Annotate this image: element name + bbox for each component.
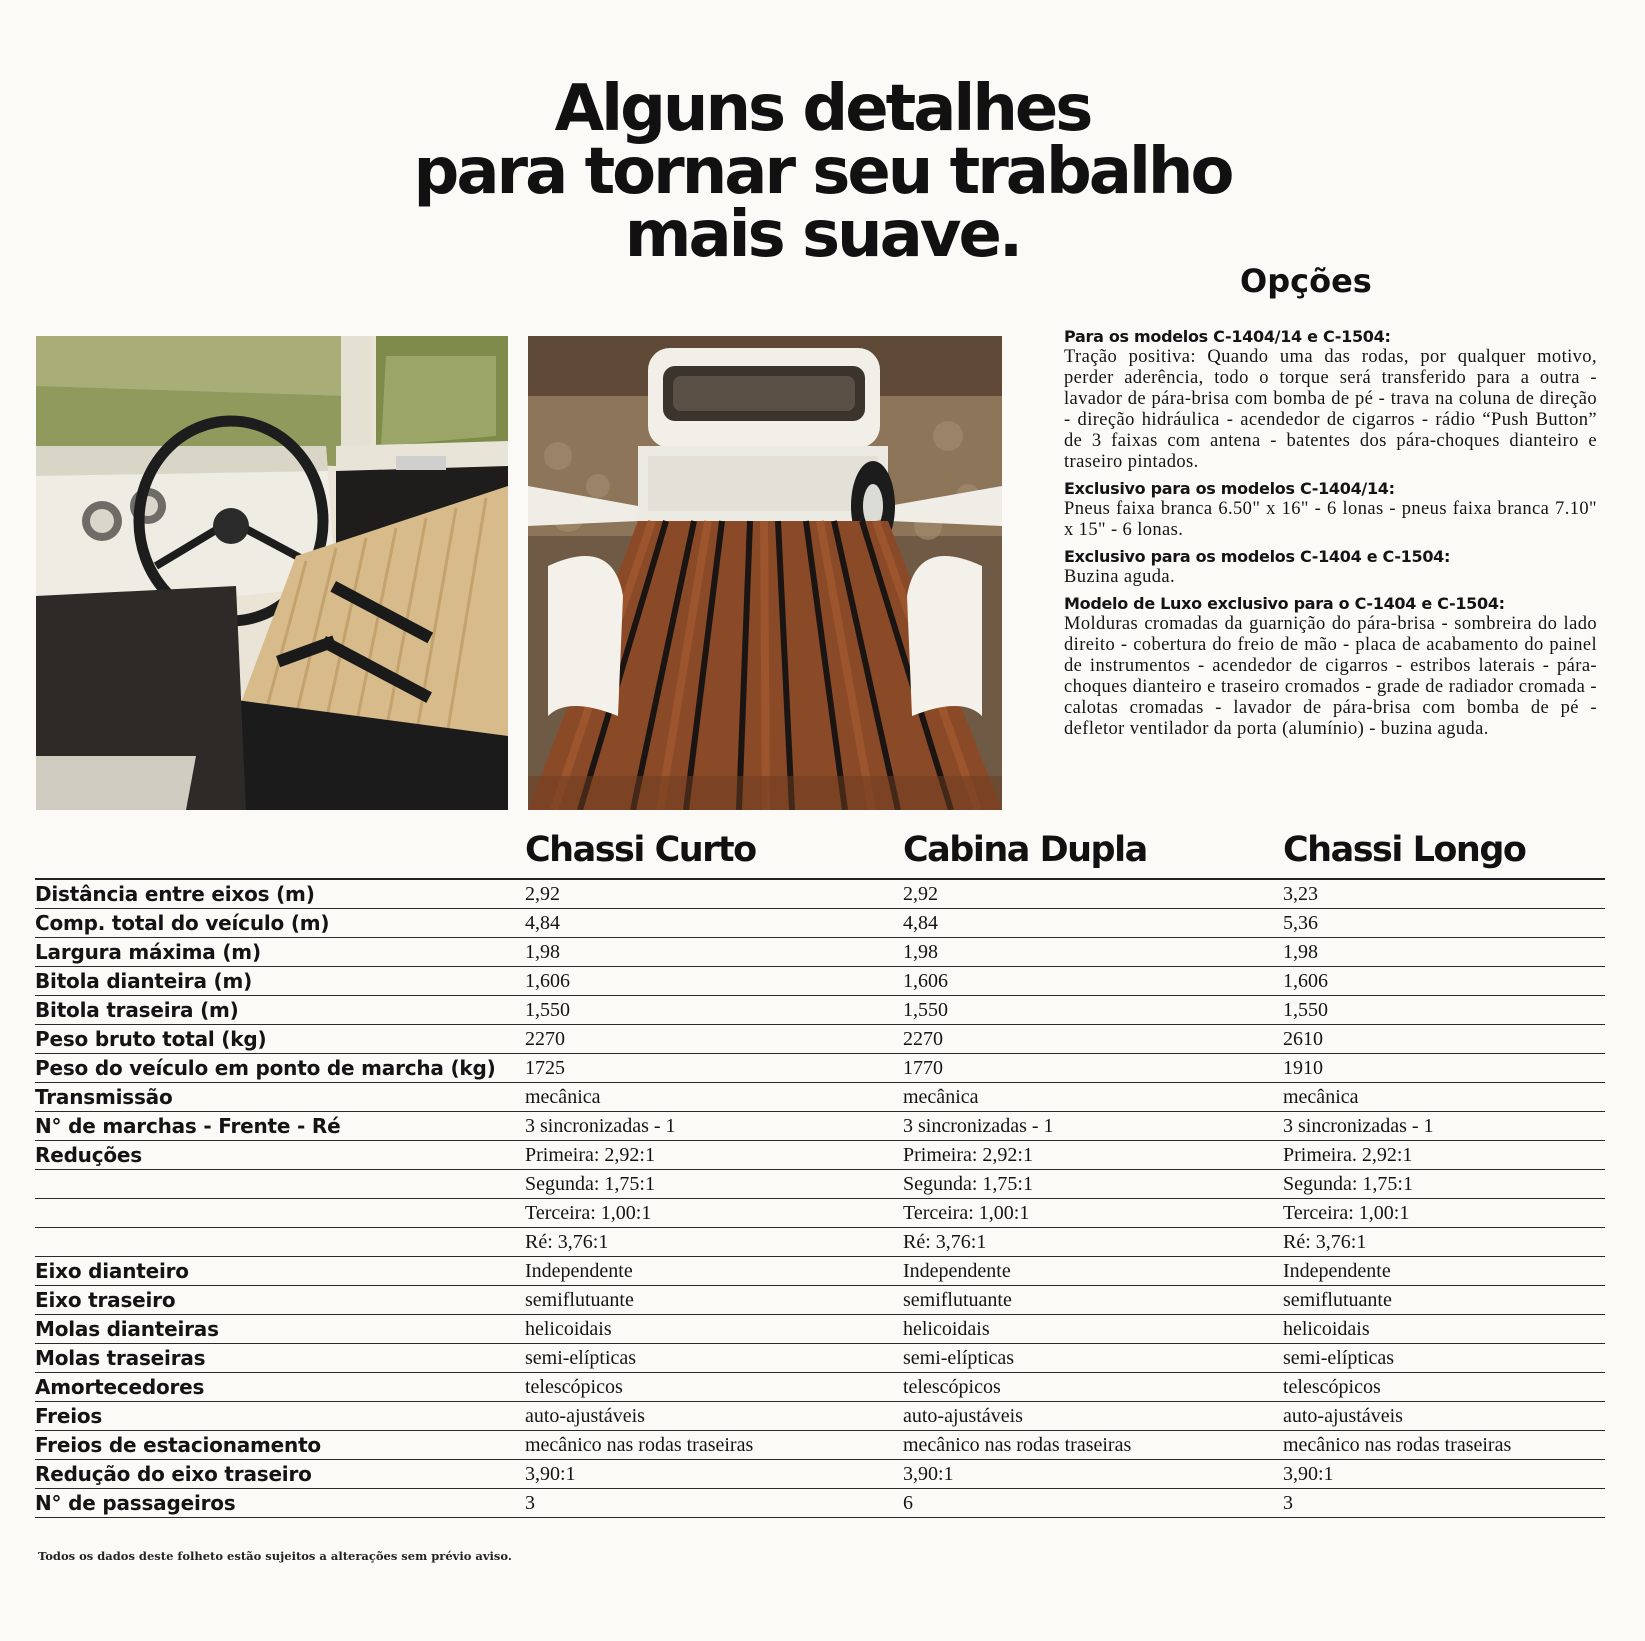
spec-value: Ré: 3,76:1	[903, 1228, 1283, 1257]
table-row	[35, 967, 1605, 996]
spec-label: Eixo traseiro	[35, 1286, 525, 1315]
options-list	[1064, 327, 1597, 746]
table-row	[35, 1170, 1605, 1199]
spec-value: Primeira: 2,92:1	[525, 1141, 903, 1170]
spec-label: Freios de estacionamento	[35, 1431, 525, 1460]
option-block	[1064, 594, 1597, 740]
spec-value: 1,98	[1283, 938, 1605, 967]
spec-label	[35, 1199, 525, 1228]
spec-value: telescópicos	[1283, 1373, 1605, 1402]
spec-label: N° de marchas - Frente - Ré	[35, 1112, 525, 1141]
table-row	[35, 1431, 1605, 1460]
spec-value: Independente	[1283, 1257, 1605, 1286]
spec-value: 2270	[525, 1025, 903, 1054]
spec-value: 1770	[903, 1054, 1283, 1083]
spec-value: mecânica	[903, 1083, 1283, 1112]
table-row	[35, 1344, 1605, 1373]
spec-value: 2270	[903, 1025, 1283, 1054]
spec-value: 1,550	[525, 996, 903, 1025]
spec-value: telescópicos	[525, 1373, 903, 1402]
spec-value: 1,606	[1283, 967, 1605, 996]
spec-value: Terceira: 1,00:1	[525, 1199, 903, 1228]
option-block	[1064, 547, 1597, 588]
spec-value: 6	[903, 1489, 1283, 1518]
spec-value: 3 sincronizadas - 1	[1283, 1112, 1605, 1141]
column-header-chassi-curto: Chassi Curto	[525, 830, 756, 870]
spec-value: 3,90:1	[1283, 1460, 1605, 1489]
spec-value: Ré: 3,76:1	[525, 1228, 903, 1257]
table-row	[35, 1228, 1605, 1257]
headline-line-2: para tornar seu trabalho	[413, 135, 1232, 209]
spec-label: Molas dianteiras	[35, 1315, 525, 1344]
table-row	[35, 1141, 1605, 1170]
table-row	[35, 1489, 1605, 1518]
spec-value: 2,92	[903, 879, 1283, 909]
table-row	[35, 1402, 1605, 1431]
spec-label: Distância entre eixos (m)	[35, 879, 525, 909]
spec-label: Transmissão	[35, 1083, 525, 1112]
spec-label: Peso bruto total (kg)	[35, 1025, 525, 1054]
spec-value: 1,550	[903, 996, 1283, 1025]
option-heading: Exclusivo para os modelos C-1404/14:	[1064, 479, 1395, 498]
column-header-chassi-longo: Chassi Longo	[1283, 830, 1526, 870]
spec-value: Segunda: 1,75:1	[525, 1170, 903, 1199]
spec-value: auto-ajustáveis	[903, 1402, 1283, 1431]
spec-value: 1,606	[903, 967, 1283, 996]
spec-value: Terceira: 1,00:1	[903, 1199, 1283, 1228]
spec-value: helicoidais	[903, 1315, 1283, 1344]
spec-value: Primeira: 2,92:1	[903, 1141, 1283, 1170]
spec-label: Freios	[35, 1402, 525, 1431]
spec-value: Primeira. 2,92:1	[1283, 1141, 1605, 1170]
spec-value: 3,90:1	[903, 1460, 1283, 1489]
table-row	[35, 1373, 1605, 1402]
table-row	[35, 879, 1605, 909]
spec-value: auto-ajustáveis	[1283, 1402, 1605, 1431]
spec-value: 3 sincronizadas - 1	[525, 1112, 903, 1141]
spec-value: auto-ajustáveis	[525, 1402, 903, 1431]
headline-line-3: mais suave.	[624, 198, 1021, 272]
table-row	[35, 1054, 1605, 1083]
spec-label: Amortecedores	[35, 1373, 525, 1402]
spec-value: 3,90:1	[525, 1460, 903, 1489]
spec-value: 2,92	[525, 879, 903, 909]
spec-value: helicoidais	[525, 1315, 903, 1344]
table-row	[35, 1315, 1605, 1344]
table-row	[35, 938, 1605, 967]
spec-value: 1,550	[1283, 996, 1605, 1025]
spec-value: semi-elípticas	[1283, 1344, 1605, 1373]
spec-value: 1,98	[903, 938, 1283, 967]
option-block	[1064, 327, 1597, 473]
spec-label: Largura máxima (m)	[35, 938, 525, 967]
spec-label: Eixo dianteiro	[35, 1257, 525, 1286]
spec-value: 3	[525, 1489, 903, 1518]
spec-label: Peso do veículo em ponto de marcha (kg)	[35, 1054, 525, 1083]
spec-value: mecânico nas rodas traseiras	[903, 1431, 1283, 1460]
headline-line-1: Alguns detalhes	[554, 72, 1091, 146]
spec-label	[35, 1170, 525, 1199]
wooden-cargo-bed-photo	[528, 336, 1002, 810]
footnote: Todos os dados deste folheto estão sujeitos a alterações sem prévio aviso.	[38, 1549, 512, 1563]
table-row	[35, 1460, 1605, 1489]
spec-value: mecânico nas rodas traseiras	[525, 1431, 903, 1460]
option-heading: Modelo de Luxo exclusivo para o C-1404 e C-1504:	[1064, 594, 1505, 613]
specs-table	[35, 878, 1605, 1518]
spec-value: mecânico nas rodas traseiras	[1283, 1431, 1605, 1460]
spec-value: telescópicos	[903, 1373, 1283, 1402]
spec-value: 4,84	[903, 909, 1283, 938]
option-heading: Exclusivo para os modelos C-1404 e C-1504:	[1064, 547, 1451, 566]
spec-label: Redução do eixo traseiro	[35, 1460, 525, 1489]
spec-value: Independente	[903, 1257, 1283, 1286]
spec-label: Molas traseiras	[35, 1344, 525, 1373]
table-row	[35, 1025, 1605, 1054]
spec-value: Ré: 3,76:1	[1283, 1228, 1605, 1257]
headline	[300, 72, 1345, 272]
spec-label: Bitola traseira (m)	[35, 996, 525, 1025]
spec-value: semiflutuante	[1283, 1286, 1605, 1315]
spec-label	[35, 1228, 525, 1257]
table-row	[35, 1257, 1605, 1286]
option-block	[1064, 479, 1597, 541]
spec-value: 1910	[1283, 1054, 1605, 1083]
option-text: Buzina aguda.	[1064, 567, 1176, 587]
spec-value: 3,23	[1283, 879, 1605, 909]
spec-value: Segunda: 1,75:1	[903, 1170, 1283, 1199]
spec-label: N° de passageiros	[35, 1489, 525, 1518]
spec-value: 3	[1283, 1489, 1605, 1518]
spec-value: semiflutuante	[525, 1286, 903, 1315]
option-text: Pneus faixa branca 6.50" x 16" - 6 lonas - pneus faixa branca 7.10" x 15" - 6 lonas.	[1064, 499, 1597, 540]
column-header-cabina-dupla: Cabina Dupla	[903, 830, 1147, 870]
options-title: Opções	[1240, 262, 1372, 300]
spec-value: 4,84	[525, 909, 903, 938]
spec-value: Terceira: 1,00:1	[1283, 1199, 1605, 1228]
spec-value: Independente	[525, 1257, 903, 1286]
spec-value: 3 sincronizadas - 1	[903, 1112, 1283, 1141]
spec-value: semi-elípticas	[525, 1344, 903, 1373]
spec-value: 1,98	[525, 938, 903, 967]
spec-label: Comp. total do veículo (m)	[35, 909, 525, 938]
option-text: Tração positiva: Quando uma das rodas, por qualquer motivo, perder aderência, todo o torque será transferido para a outra - lavador de pára-brisa com bomba de pé - trava na coluna de direção - direção hidráulica - acendedor de cigarros - rádio “Push Button” de 3 faixas com antena - batentes dos pára-choques dianteiro e traseiro pintados.	[1064, 347, 1597, 472]
specs-column-headers	[525, 830, 1605, 880]
spec-value: mecânica	[525, 1083, 903, 1112]
table-row	[35, 909, 1605, 938]
table-row	[35, 996, 1605, 1025]
spec-value: 2610	[1283, 1025, 1605, 1054]
interior-cabin-photo	[36, 336, 508, 810]
table-row	[35, 1112, 1605, 1141]
spec-value: 1,606	[525, 967, 903, 996]
table-row	[35, 1286, 1605, 1315]
spec-value: 1725	[525, 1054, 903, 1083]
option-heading: Para os modelos C-1404/14 e C-1504:	[1064, 327, 1391, 346]
spec-label: Bitola dianteira (m)	[35, 967, 525, 996]
table-row	[35, 1083, 1605, 1112]
spec-label: Reduções	[35, 1141, 525, 1170]
spec-value: helicoidais	[1283, 1315, 1605, 1344]
spec-value: 5,36	[1283, 909, 1605, 938]
spec-value: semi-elípticas	[903, 1344, 1283, 1373]
spec-value: semiflutuante	[903, 1286, 1283, 1315]
option-text: Molduras cromadas da guarnição do pára-brisa - sombreira do lado direito - cobertura do freio de mão - placa de acabamento do painel de instrumentos - acendedor de cigarros - estribos laterais - pára-choques dianteiro e traseiro cromados - grade de radiador cromada - calotas cromadas - lavador de pára-brisa com bomba de pé - defletor ventilador da porta (alumínio) - buzina aguda.	[1064, 614, 1597, 739]
spec-value: mecânica	[1283, 1083, 1605, 1112]
spec-value: Segunda: 1,75:1	[1283, 1170, 1605, 1199]
table-row	[35, 1199, 1605, 1228]
